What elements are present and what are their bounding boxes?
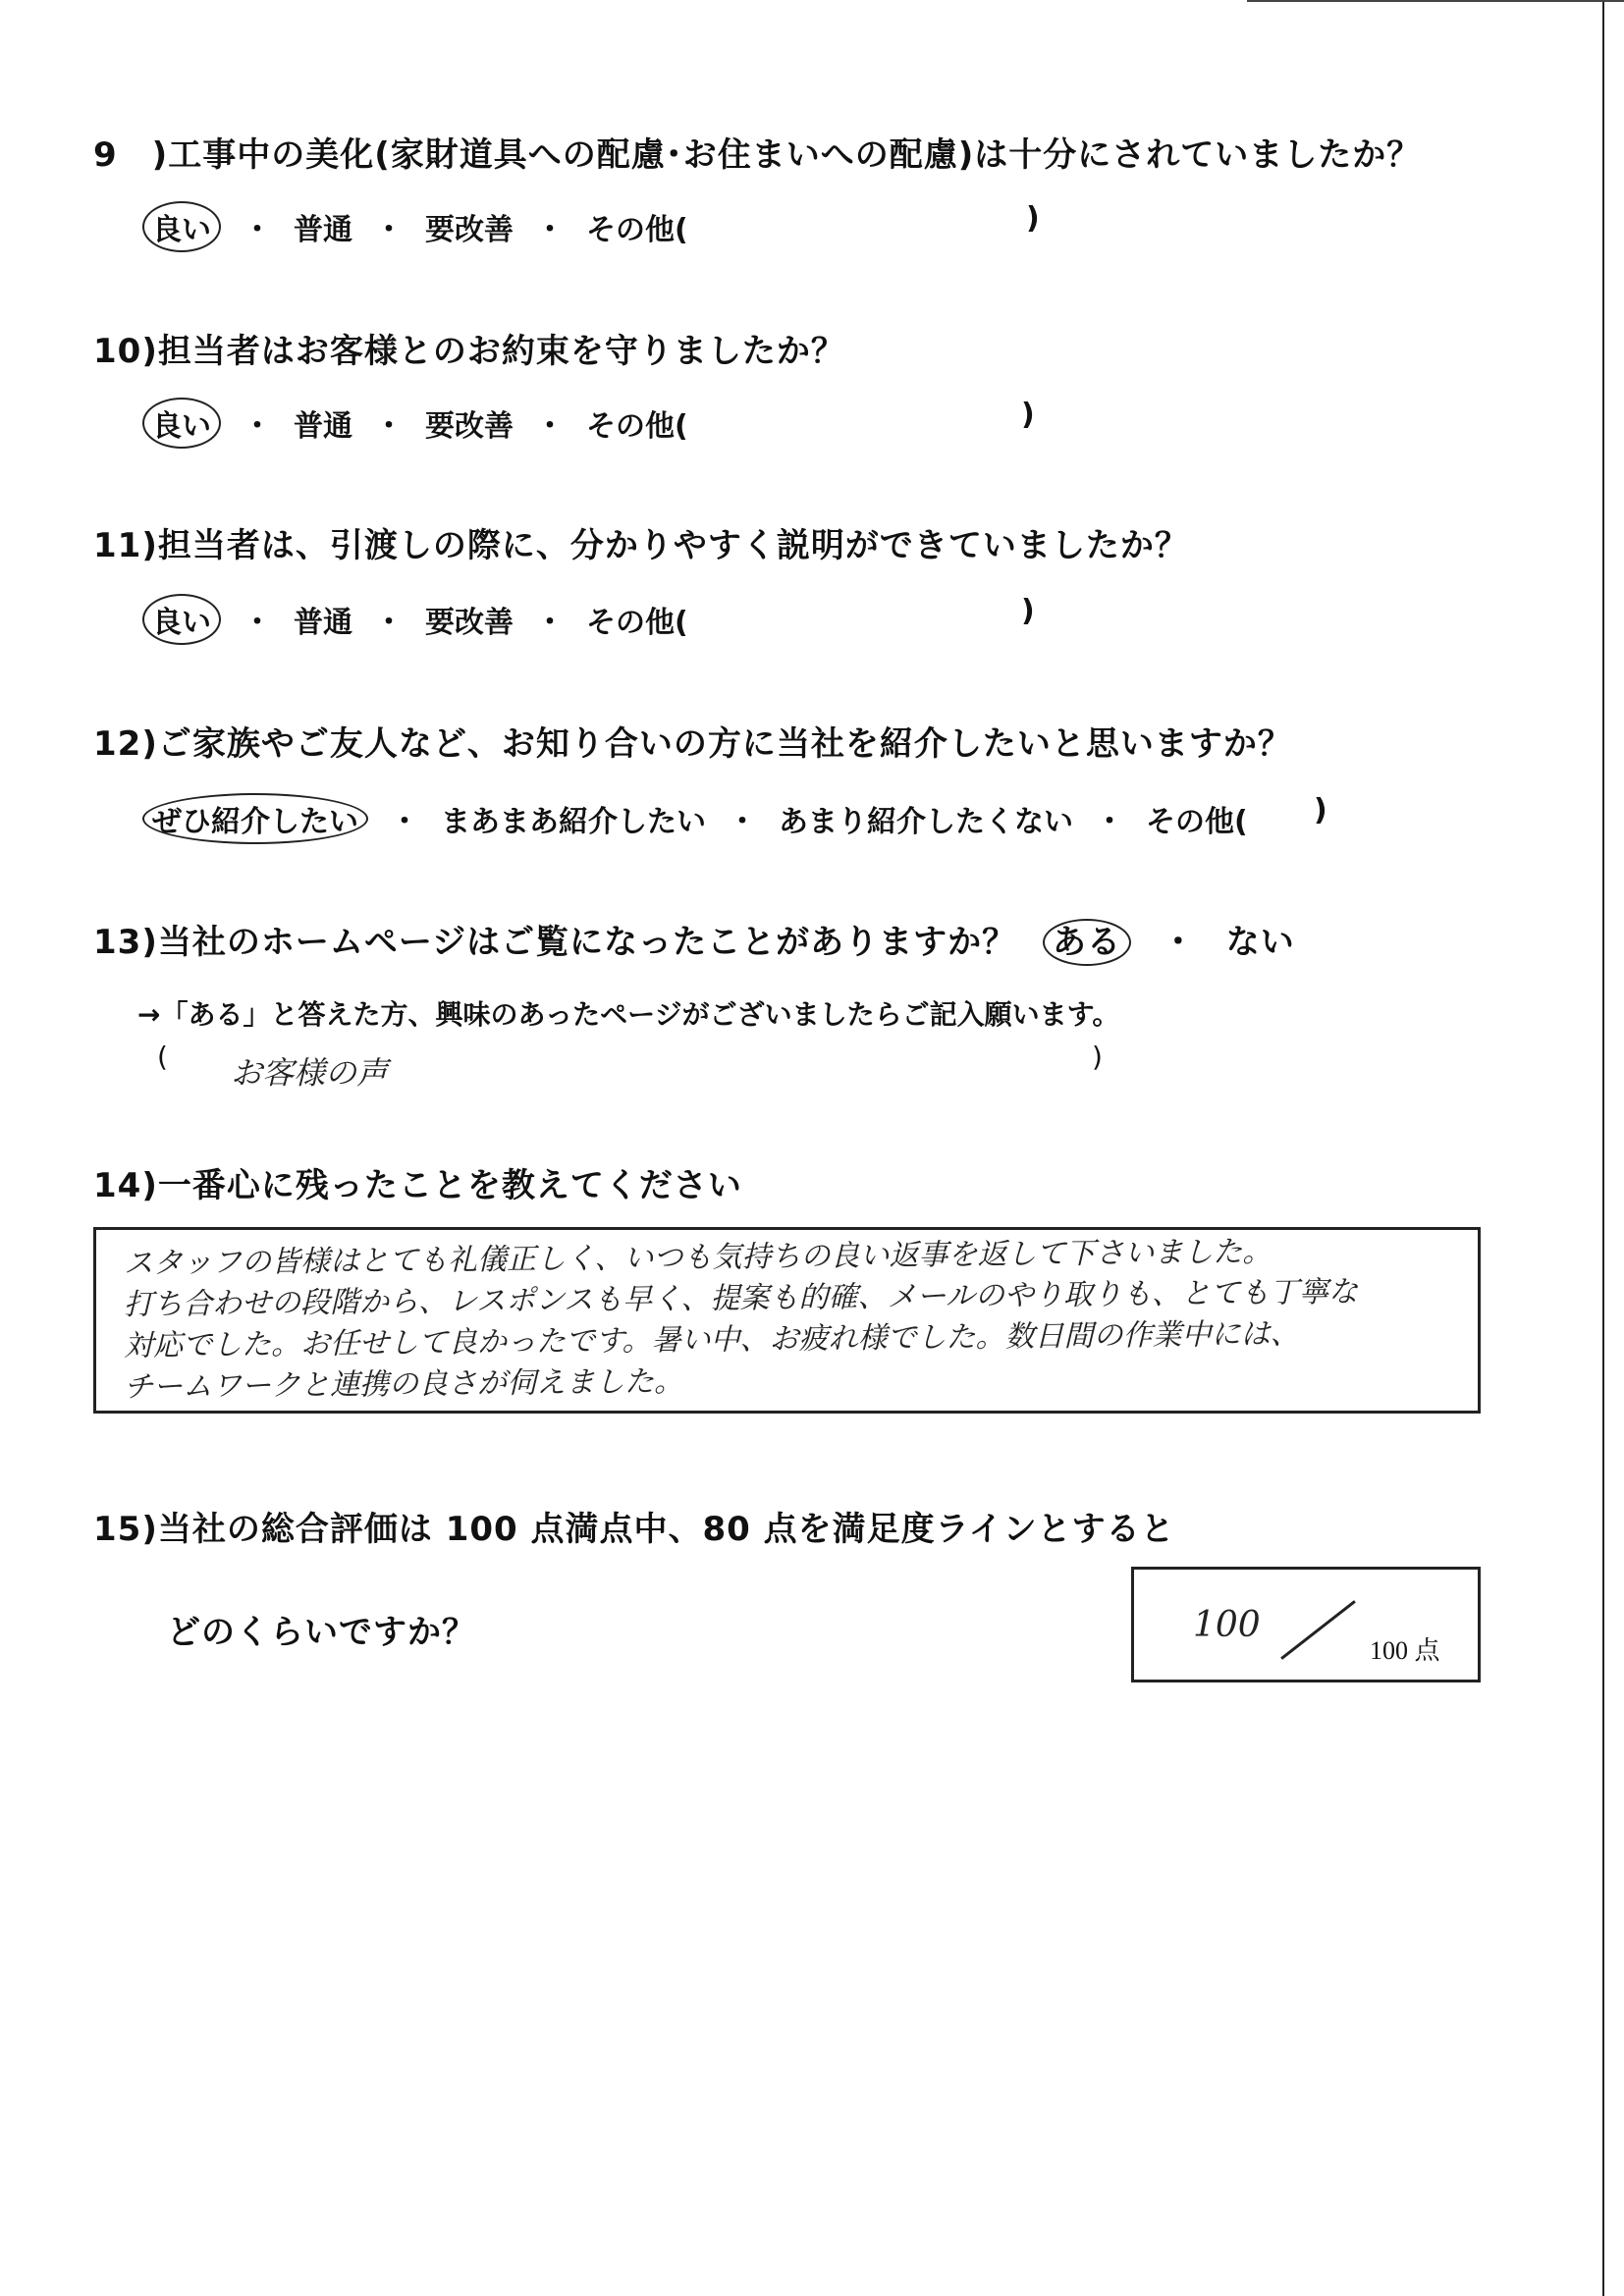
comment-line: 打ち合わせの段階から、レスポンスも早く、提案も的確、メールのやり取りも、とても丁寧な (123, 1274, 1359, 1322)
question-14: 14)一番心に残ったことを教えてください (93, 1166, 742, 1205)
option-needs-improvement[interactable]: 要改善 (425, 606, 514, 640)
option-normal[interactable]: 普通 (294, 213, 352, 247)
question-11: 11)担当者は、引渡しの際に、分かりやすく説明ができていましたか？ (93, 526, 1189, 565)
score-slash (1280, 1600, 1356, 1660)
scan-edge-line (1602, 0, 1604, 2296)
question-10: 10)担当者はお客様とのお約束を守りましたか？ (93, 332, 845, 371)
question-10-options: 良い ・ 普通 ・ 要改善 ・ その他( (152, 398, 688, 449)
question-11-options: 良い ・ 普通 ・ 要改善 ・ その他( (152, 594, 688, 645)
answer-yes-selected[interactable]: ある (1043, 919, 1131, 966)
scan-edge-line-top (1247, 0, 1624, 2)
score-max: 100 点 (1370, 1636, 1440, 1665)
option-normal[interactable]: 普通 (294, 606, 352, 640)
question-12: 12)ご家族やご友人など、お知り合いの方に当社を紹介したいと思いますか？ (93, 724, 1292, 764)
question-15: 15)当社の総合評価は 100 点満点中、80 点を満足度ラインとすると (93, 1510, 1175, 1549)
paren-open: ( (157, 1041, 168, 1073)
question-9-options: 良い ・ 普通 ・ 要改善 ・ その他( (152, 201, 688, 252)
question-13-followup: →「ある」と答えた方、興味のあったページがございましたらご記入願います。 (137, 998, 1120, 1031)
option-not-really[interactable]: あまり紹介したくない (779, 805, 1073, 839)
option-other[interactable]: その他( (586, 606, 688, 640)
option-selected-good[interactable]: 良い (142, 398, 221, 449)
option-other[interactable]: その他( (586, 409, 688, 444)
option-selected-definitely[interactable]: ぜひ紹介したい (142, 793, 368, 844)
score-value: 100 (1193, 1605, 1261, 1645)
option-needs-improvement[interactable]: 要改善 (425, 409, 514, 444)
comment-box[interactable] (93, 1227, 1481, 1414)
score-box[interactable] (1131, 1567, 1481, 1682)
comment-line: 対応でした。お任せして良かったです。暑い中、お疲れ様でした。数日間の作業中には、 (123, 1316, 1300, 1363)
question-9: 9 )工事中の美化(家財道具への配慮･お住まいへの配慮)は十分にされていましたか？ (93, 135, 1422, 175)
option-other[interactable]: その他( (586, 213, 688, 247)
option-somewhat[interactable]: まあまあ紹介したい (441, 805, 706, 839)
comment-line: スタッフの皆様はとても礼儀正しく、いつも気持ちの良い返事を返して下さいました。 (123, 1234, 1272, 1281)
answer-no[interactable]: ない (1225, 923, 1295, 962)
question-15-continued: どのくらいですか？ (167, 1613, 476, 1652)
other-close-paren: ) (1026, 201, 1040, 236)
option-needs-improvement[interactable]: 要改善 (425, 213, 514, 247)
question-13: 13)当社のホームページはご覧になったことがありますか？ ある ・ ない (93, 915, 1295, 963)
other-close-paren: ) (1314, 793, 1327, 828)
option-other[interactable]: その他( (1146, 805, 1248, 839)
paren-close: ) (1092, 1041, 1103, 1073)
option-selected-good[interactable]: 良い (142, 594, 221, 645)
option-selected-good[interactable]: 良い (142, 201, 221, 252)
other-close-paren: ) (1021, 594, 1035, 628)
option-normal[interactable]: 普通 (294, 409, 352, 444)
question-12-options: ぜひ紹介したい ・ まあまあ紹介したい ・ あまり紹介したくない ・ その他( (152, 793, 1248, 844)
handwritten-answer[interactable]: お客様の声 (231, 1054, 389, 1092)
question-13-text: 13)当社のホームページはご覧になったことがありますか？ (93, 923, 1017, 962)
other-close-paren: ) (1021, 398, 1035, 432)
comment-line: チームワークと連携の良さが伺えました。 (123, 1364, 684, 1405)
